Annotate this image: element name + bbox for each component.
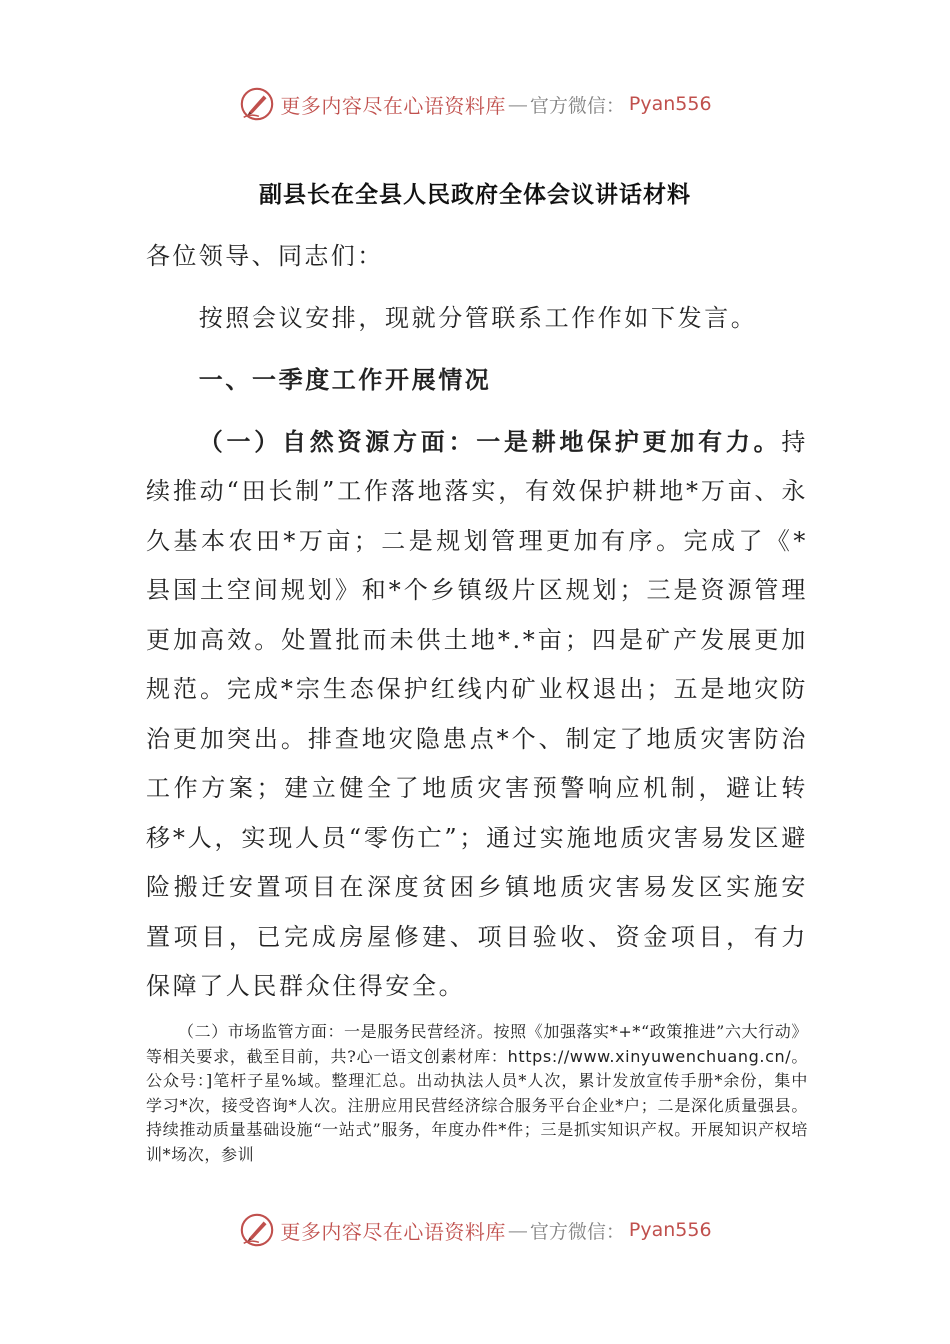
paragraph-lead: （一）自然资源方面：一是耕地保护更加有力。 (198, 426, 782, 456)
banner-wechat-label: 官方微信： (529, 94, 625, 117)
website-link[interactable]: https://www.xinyuwenchuang.cn/ (507, 1046, 792, 1066)
banner-text: 更多内容尽在心语资料库 (280, 93, 506, 118)
natural-resources-paragraph (146, 417, 808, 1012)
document-title: 副县长在全县人民政府全体会议讲话材料 (259, 181, 691, 208)
banner-text: 更多内容尽在心语资料库 (280, 1219, 506, 1244)
pen-logo-icon (238, 85, 276, 123)
paragraph-body: 持续推动“田长制”工作落地落实，有效保护耕地*万亩、永久基本农田*万亩；二是规划管理更加有序。完成了《*县国土空间规划》和*个乡镇级片区规划；三是资源管理更加高效。处置批而未供土地*.*亩；四是矿产发展更加规范。完成*宗生态保护红线内矿业权退出；五是地灾防治更加突出。排查地灾隐患点*个、制定了地质灾害防治工作方案；建立健全了地质灾害预警响应机制，避让转移*人，实现人员“零伤亡”；通过实施地质灾害易发区避险搬迁安置项目在深度贫困乡镇地质灾害易发区实施安置项目，已完成房屋修建、项目验收、资金项目，有力保障了人民群众住得安全。 (146, 427, 808, 1000)
paragraph-part-1: （二）市场监管方面：一是服务民营经济。按照《加强落实*+*“政策推进”六大行动》等相关要求，截至目前，共?心一语文创素材库： (146, 1022, 808, 1066)
document-body (146, 232, 808, 1012)
market-supervision-paragraph (146, 1020, 808, 1167)
banner-separator: — (507, 92, 528, 116)
banner-wechat-id: Pyan556 (628, 93, 712, 115)
paragraph-part-2: 。公众号：]笔杆子星%域。整理汇总。出动执法人员*人次，累计发放宣传手册*余份，集中学习*次，接受咨询*人次。注册应用民营经济综合服务平台企业*户；二是深化质量强县。持续推动质量基础设施“一站式”服务，年度办件*件；三是抓实知识产权。开展知识产权培训*场次，参训 (146, 1046, 808, 1164)
salutation: 各位领导、同志们： (146, 242, 384, 270)
watermark-banner-bottom (0, 1210, 950, 1250)
pen-logo-icon (238, 1211, 276, 1249)
watermark-banner-top (0, 84, 950, 124)
intro-paragraph: 按照会议安排，现就分管联系工作作如下发言。 (198, 303, 758, 332)
banner-wechat-id: Pyan556 (628, 1219, 712, 1241)
banner-separator: — (507, 1218, 528, 1242)
section-heading: 一、一季度工作开展情况 (198, 365, 492, 394)
banner-wechat-label: 官方微信： (529, 1220, 625, 1243)
